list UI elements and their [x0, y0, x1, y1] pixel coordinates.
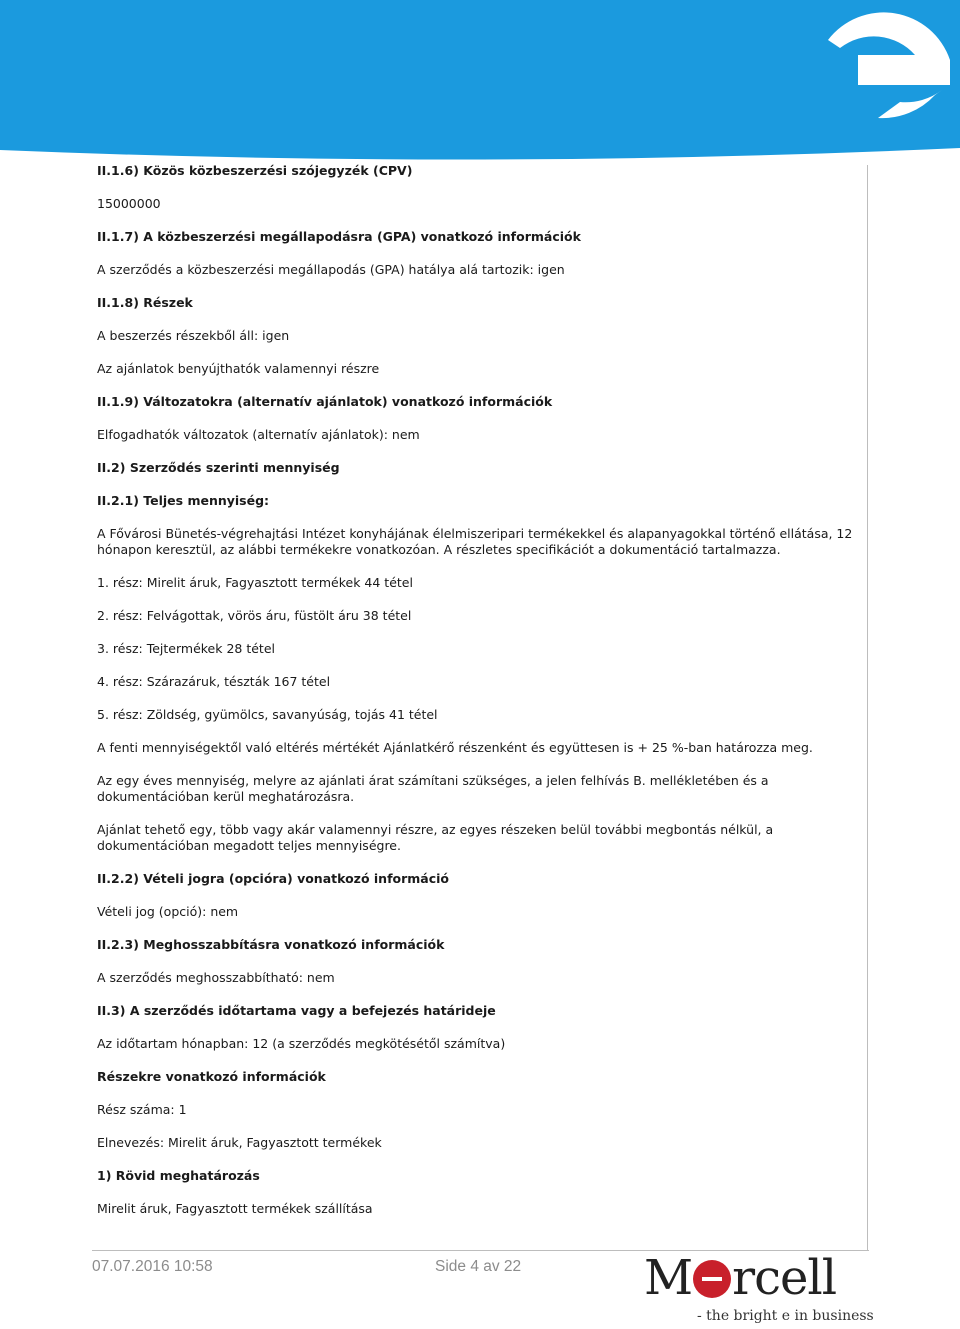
- section-heading: II.1.9) Változatokra (alternatív ajánlatok) vonatkozó információk: [97, 394, 553, 409]
- section-heading: II.3) A szerződés időtartama vagy a befejezés határideje: [97, 1003, 496, 1018]
- body-paragraph: A Fővárosi Bünetés-végrehajtási Intézet konyhájának élelmiszeripari termékekkel és alapanyagokkal történő ellátása, 12 hónapon keresztül, az alábbi termékekre vonatkozóan. A részletes specifikációt a dokumentáció tartalmazza.: [97, 526, 853, 557]
- body-paragraph: A szerződés a közbeszerzési megállapodás (GPA) hatálya alá tartozik: igen: [97, 262, 565, 277]
- section-heading: II.2.1) Teljes mennyiség:: [97, 493, 270, 508]
- body-paragraph: 3. rész: Tejtermékek 28 tétel: [97, 641, 275, 656]
- logo-wordmark: [644, 1250, 836, 1306]
- section-heading: II.2) Szerződés szerinti mennyiség: [97, 460, 340, 475]
- body-paragraph: Az időtartam hónapban: 12 (a szerződés megkötésétől számítva): [97, 1036, 506, 1051]
- body-paragraph: 1. rész: Mirelit áruk, Fagyasztott termékek 44 tétel: [97, 575, 413, 590]
- body-paragraph: Rész száma: 1: [97, 1102, 187, 1117]
- marcell-logo: [644, 1250, 874, 1329]
- section-heading: 1) Rövid meghatározás: [97, 1168, 260, 1183]
- body-paragraph: Elfogadhatók változatok (alternatív ajánlatok): nem: [97, 427, 420, 442]
- logo-tagline: - the bright e in business: [697, 1308, 874, 1324]
- section-heading: Részekre vonatkozó információk: [97, 1069, 326, 1084]
- body-paragraph: A beszerzés részekből áll: igen: [97, 328, 290, 343]
- footer-date: 07.07.2016 10:58: [92, 1258, 213, 1275]
- body-paragraph: Ajánlat tehető egy, több vagy akár valamennyi részre, az egyes részeken belül további megbontás nélkül, a dokumentációban megadott teljes mennyiségre.: [97, 822, 774, 853]
- header-e-logo-icon: [0, 0, 960, 162]
- logo-e-icon: [693, 1260, 731, 1298]
- body-paragraph: A szerződés meghosszabbítható: nem: [97, 970, 335, 985]
- header-band: [0, 0, 960, 162]
- body-paragraph: Mirelit áruk, Fagyasztott termékek szállítása: [97, 1201, 373, 1216]
- section-heading: II.2.2) Vételi jogra (opcióra) vonatkozó információ: [97, 871, 450, 886]
- logo-letters-rcell: rcell: [732, 1250, 837, 1306]
- body-paragraph: 4. rész: Szárazáruk, tészták 167 tétel: [97, 674, 331, 689]
- page-frame-right-rule: [867, 165, 868, 1250]
- section-heading: II.1.7) A közbeszerzési megállapodásra (GPA) vonatkozó információk: [97, 229, 581, 244]
- section-heading: II.1.6) Közös közbeszerzési szójegyzék (CPV): [97, 163, 413, 178]
- body-paragraph: A fenti mennyiségektől való eltérés mértékét Ajánlatkérő részenként és együttesen is + 25 %-ban határozza meg.: [97, 740, 813, 755]
- body-paragraph: 2. rész: Felvágottak, vörös áru, füstölt áru 38 tétel: [97, 608, 412, 623]
- section-heading: II.1.8) Részek: [97, 295, 193, 310]
- section-heading: II.2.3) Meghosszabbításra vonatkozó információk: [97, 937, 445, 952]
- document-body: [97, 163, 857, 1234]
- body-paragraph: Az ajánlatok benyújthatók valamennyi részre: [97, 361, 380, 376]
- body-paragraph: Elnevezés: Mirelit áruk, Fagyasztott termékek: [97, 1135, 382, 1150]
- body-paragraph: Vételi jog (opció): nem: [97, 904, 239, 919]
- logo-letter-m: M: [644, 1250, 693, 1306]
- body-paragraph: 5. rész: Zöldség, gyümölcs, savanyúság, tojás 41 tétel: [97, 707, 438, 722]
- body-paragraph: 15000000: [97, 196, 161, 211]
- body-paragraph: Az egy éves mennyiség, melyre az ajánlati árat számítani szükséges, a jelen felhívás B. mellékletében és a dokumentációban kerül meghatározásra.: [97, 773, 769, 804]
- footer-page-number: Side 4 av 22: [435, 1258, 522, 1275]
